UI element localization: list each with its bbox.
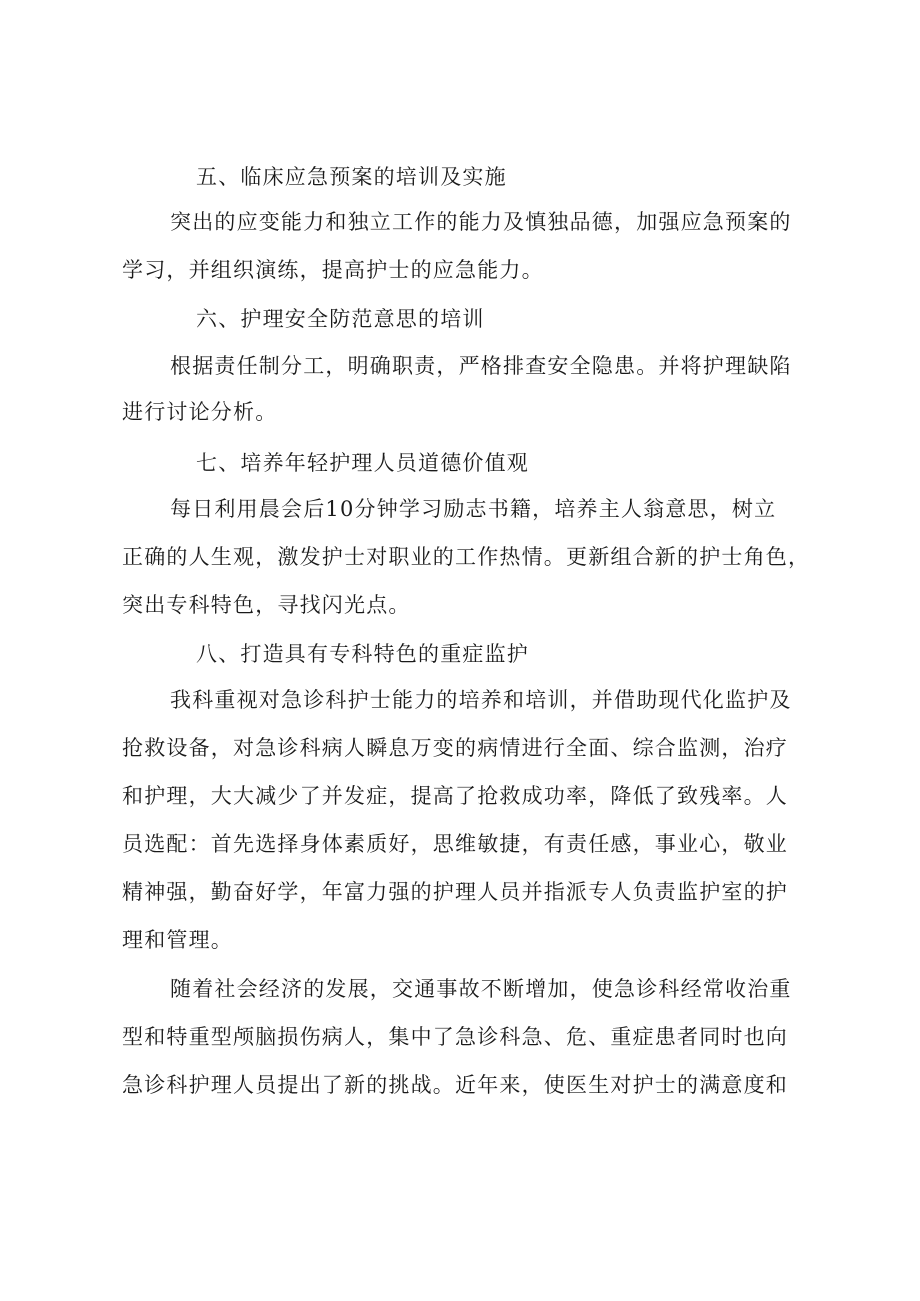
section-8-line-1: 我科重视对急诊科护士能力的培养和培训，并借助现代化监护及 [170, 688, 792, 712]
section-6-line-2: 进行讨论分析。 [122, 400, 278, 424]
section-7-heading: 七、培养年轻护理人员道德价值观 [196, 451, 529, 475]
section-6-line-1: 根据责任制分工，明确职责，严格排查安全隐患。并将护理缺陷 [170, 354, 792, 378]
section-8-line-3: 和护理，大大减少了并发症，提高了抢救成功率，降低了致残率。人 [122, 784, 788, 808]
section-8-line-5: 精神强，勤奋好学，年富力强的护理人员并指派专人负责监护室的护 [122, 880, 788, 904]
section-8-heading: 八、打造具有专科特色的重症监护 [196, 642, 529, 666]
section-7-line-1: 每日利用晨会后10分钟学习励志书籍，培养主人翁意思，树立 [170, 497, 777, 521]
section-7-line-3: 突出专科特色，寻找闪光点。 [122, 593, 411, 617]
closing-line-2: 型和特重型颅脑损伤病人，集中了急诊科急、危、重症患者同时也向 [122, 1025, 788, 1049]
section-8-line-4: 员选配：首先选择身体素质好，思维敏捷，有责任感，事业心，敬业 [122, 832, 788, 856]
section-7-line-2: 正确的人生观，激发护士对职业的工作热情。更新组合新的护士角色， [122, 545, 811, 569]
section-8-line-6: 理和管理。 [122, 928, 233, 952]
section-6-heading: 六、护理安全防范意思的培训 [196, 307, 485, 331]
section-5-heading: 五、临床应急预案的培训及实施 [196, 165, 507, 189]
closing-line-1: 随着社会经济的发展，交通事故不断增加，使急诊科经常收治重 [170, 977, 792, 1001]
section-8-line-2: 抢救设备，对急诊科病人瞬息万变的病情进行全面、综合监测，治疗 [122, 736, 788, 760]
section-5-line-1: 突出的应变能力和独立工作的能力及慎独品德，加强应急预案的 [170, 210, 792, 234]
closing-line-3: 急诊科护理人员提出了新的挑战。近年来，使医生对护士的满意度和 [122, 1073, 788, 1097]
section-5-line-2: 学习，并组织演练，提高护士的应急能力。 [122, 258, 544, 282]
